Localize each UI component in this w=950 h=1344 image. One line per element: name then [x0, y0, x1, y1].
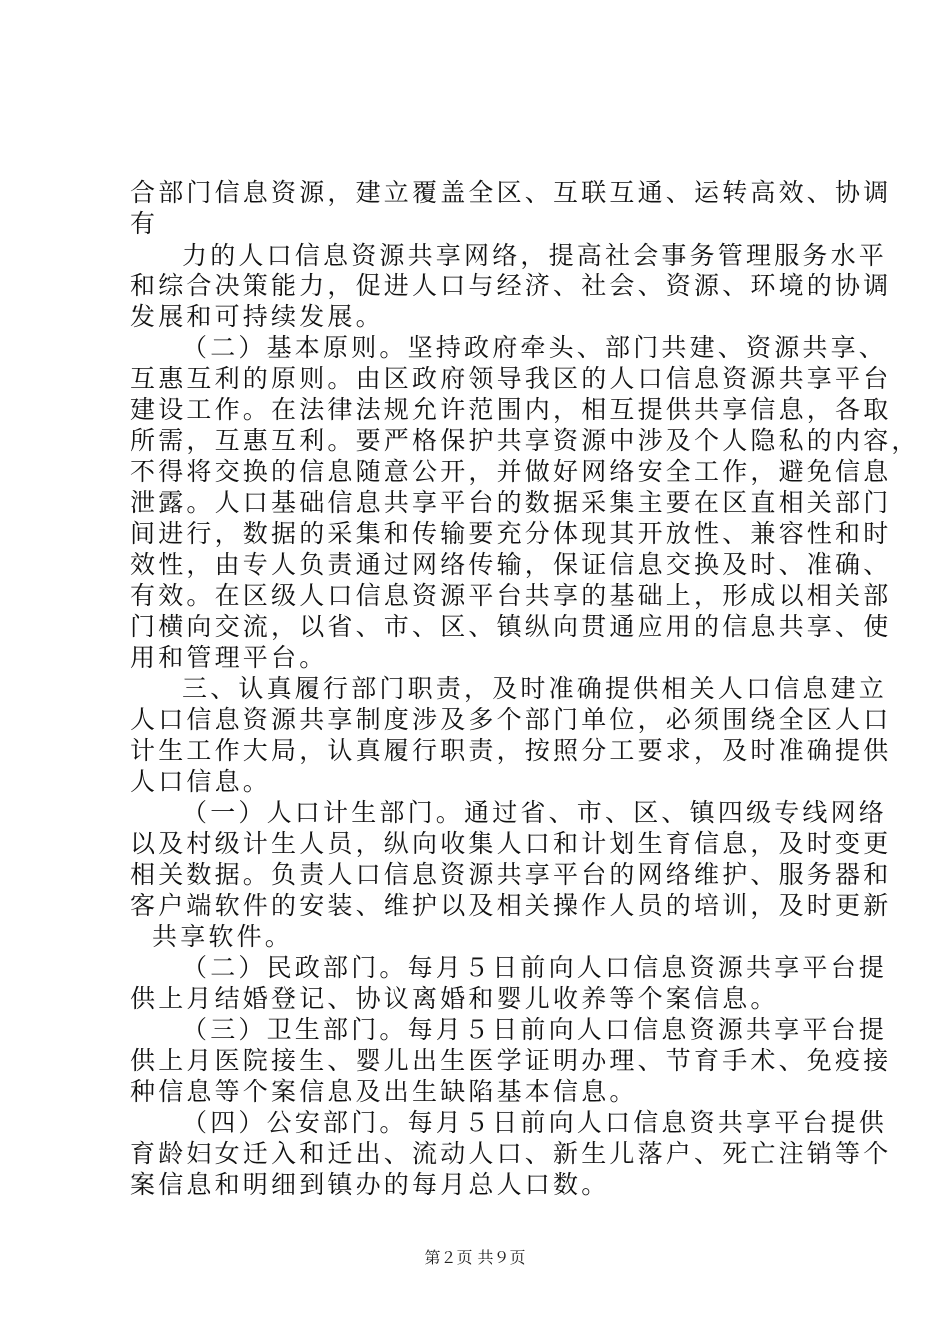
- page-footer: 第２页 共９页: [424, 1248, 526, 1267]
- body-line: 客户端软件的安装、维护以及相关操作人员的培训，及时更新: [130, 891, 892, 920]
- body-line: 相关数据。负责人口信息资源共享平台的网络维护、服务器和: [130, 860, 892, 889]
- body-line: 人口信息资源共享制度涉及多个部门单位，必须围绕全区人口: [130, 705, 892, 734]
- body-line: 计生工作大局，认真履行职责，按照分工要求，及时准确提供: [130, 736, 892, 765]
- section-heading: 三、认真履行部门职责，及时准确提供相关人口信息建立: [182, 674, 888, 703]
- body-line: 效性，由专人负责通过网络传输，保证信息交换及时、准确、: [130, 550, 892, 579]
- body-line: 用和管理平台。: [130, 643, 328, 672]
- body-line: 案信息和明细到镇办的每月总人口数。: [130, 1170, 610, 1199]
- body-line: 门横向交流，以省、市、区、镇纵向贯通应用的信息共享、使: [130, 612, 892, 641]
- body-line: 合部门信息资源，建立覆盖全区、互联互通、运转高效、协调: [130, 178, 892, 207]
- body-line: （三）卫生部门。每月５日前向人口信息资源共享平台提: [182, 1015, 888, 1044]
- body-line: 人口信息。: [130, 767, 272, 796]
- body-line: 泄露。人口基础信息共享平台的数据采集主要在区直相关部门: [130, 488, 892, 517]
- body-line: 种信息等个案信息及出生缺陷基本信息。: [130, 1077, 638, 1106]
- body-line: 所需，互惠互利。要严格保护共享资源中涉及个人隐私的内容，: [130, 426, 920, 455]
- body-line: 供上月结婚登记、协议离婚和婴儿收养等个案信息。: [130, 984, 779, 1013]
- body-line: 建设工作。在法律法规允许范围内，相互提供共享信息，各取: [130, 395, 892, 424]
- body-line: （四）公安部门。每月５日前向人口信息资共享平台提供: [182, 1108, 888, 1137]
- body-line: 供上月医院接生、婴儿出生医学证明办理、节育手术、免疫接: [130, 1046, 892, 1075]
- body-line: 和综合决策能力，促进人口与经济、社会、资源、环境的协调: [130, 271, 892, 300]
- body-line: 互惠互利的原则。由区政府领导我区的人口信息资源共享平台: [130, 364, 892, 393]
- body-line: 有: [130, 209, 159, 238]
- body-line: 力的人口信息资源共享网络，提高社会事务管理服务水平: [182, 241, 888, 270]
- body-line: 发展和可持续发展。: [130, 302, 384, 331]
- body-line: 以及村级计生人员，纵向收集人口和计划生育信息，及时变更: [130, 829, 892, 858]
- body-line: 有效。在区级人口信息资源平台共享的基础上，形成以相关部: [130, 581, 892, 610]
- body-line: （二）基本原则。坚持政府牵头、部门共建、资源共享、: [182, 333, 888, 362]
- body-line: 共享软件。: [152, 922, 294, 951]
- body-line: 不得将交换的信息随意公开，并做好网络安全工作，避免信息: [130, 457, 892, 486]
- body-line: 育龄妇女迁入和迁出、流动人口、新生儿落户、死亡注销等个: [130, 1139, 892, 1168]
- body-line: （一）人口计生部门。通过省、市、区、镇四级专线网络: [182, 798, 888, 827]
- body-line: （二）民政部门。每月５日前向人口信息资源共享平台提: [182, 953, 888, 982]
- body-line: 间进行，数据的采集和传输要充分体现其开放性、兼容性和时: [130, 519, 892, 548]
